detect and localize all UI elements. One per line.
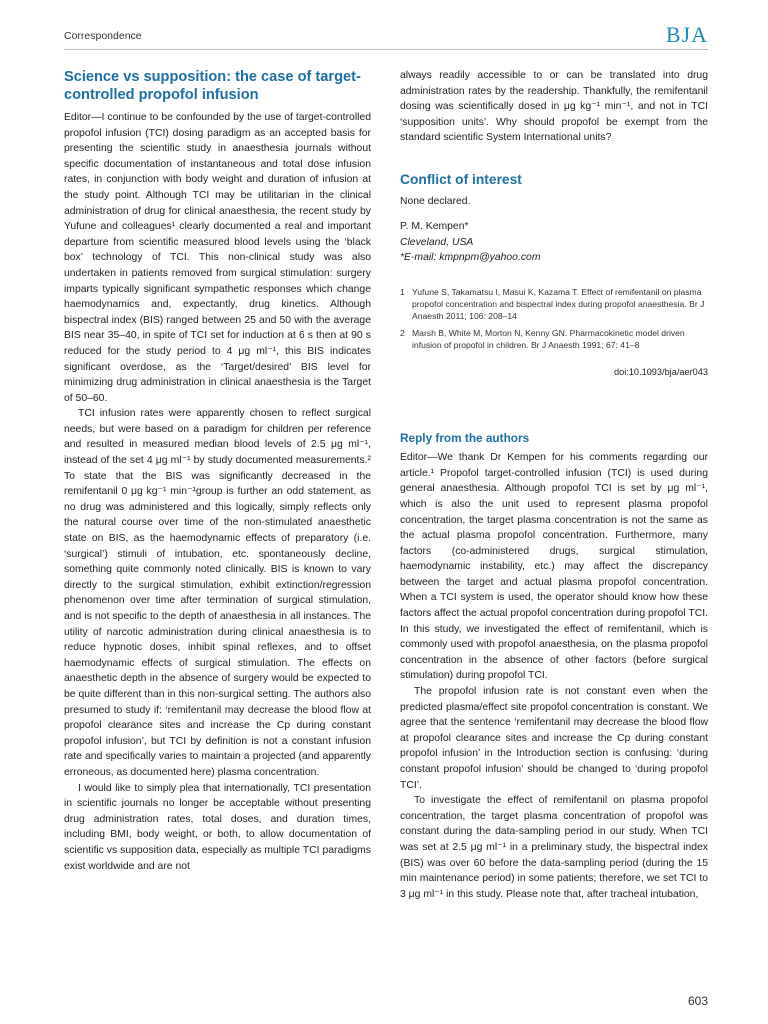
reference-item (400, 327, 708, 351)
page-number: 603 (687, 994, 708, 1008)
reference-text: Marsh B, White M, Morton N, Kenny GN. Pharmacokinetic model driven infusion of propofol in children. Br J Anaesth 1991; 67: 41–8 (412, 327, 685, 350)
header-rule (64, 49, 708, 50)
reply-paragraph: The propofol infusion rate is not constant even when the predicted plasma/effect site propofol concentration is constant. We agree that the sentence ‘remifentanil may decrease the blood flow at propofol clearance sites and increase the Cp during constant propofol infusion’ in the Introduction section is confusing: ‘during constant propofol infusion’ should be changed to ‘during propofol TCI’. (400, 686, 708, 791)
reference-list (400, 286, 708, 351)
left-column (64, 68, 371, 874)
reply-heading: Reply from the authors (400, 430, 530, 445)
reply-paragraph: To investigate the effect of remifentanil on plasma propofol concentration, the target plasma concentration of propofol was constant during the data-sampling period in our study. When TCI was set at 2.5 μg ml⁻¹ in a preliminary study, the bispectral index (BIS) was over 60 before the data-sampling period (during the 15 min maintenance period) in some patients; therefore, we set TCI to 3 μg ml⁻¹ in this study. Please note that, after tracheal intubation, (400, 795, 708, 900)
author-location: Cleveland, USA (400, 236, 474, 248)
reference-number: 2 (400, 327, 405, 338)
journal-logo: BJA (665, 22, 708, 47)
letter-paragraph: Editor—I continue to be confounded by the use of target-controlled propofol infusion (TCI) dosing paradigm as an accepted basis for presenting the scientific study in anaesthesia journals without specific documentation of instantaneous and total dose infusion rates, in conjunction with body weight and duration of infusion at the study point. Although TCI may be utilitarian in the clinical administration of drug for clinical anaesthesia, the recent study by Yufune and colleagues¹ clearly documented a real and important departure from scientific measured blood levels using the ‘black box’ technology of TCI. This non-clinical study was also undertaken in patients removed from surgical stimulation: surgery imparts typically significant sympathetic responses which change haemodynamics and, expectantly, drug kinetics. Although bispectral index (BIS) ranged between 25 and 50 with the average BIS near 35–40, in spite of TCI set for induction at 6 s then at 90 s reduced for the study period to 4 μg ml⁻¹, this BIS indicates significant overdose, as the ‘Target/desired’ BIS level for minimizing drug administration in clinical anaesthesia is the Target of 50–60. (64, 112, 371, 404)
letter-title: Science vs supposition: the case of target-controlled propofol infusion (64, 69, 361, 103)
author-name: P. M. Kempen* (400, 221, 469, 233)
right-column (400, 68, 708, 902)
letter-paragraph-continued: I would like to simply plea that internationally, TCI presentation in scientific journals no longer be acceptable without presenting drug administration rates, total doses, and duration times, including BMI, body weight, or both, to allow documentation of scientific vs supposition data, especially as multiple TCI paradigms exist worldwide and are not (64, 782, 371, 872)
reference-text: Yufune S, Takamatsu I, Masui K, Kazama T. Effect of remifentanil on plasma propofol concentration and bispectral index during propofol anaesthesia. Br J Anaesth 2011; 106: 208–14 (412, 286, 705, 322)
doi-link[interactable]: doi:10.1093/bja/aer043 (614, 366, 708, 377)
reference-item (400, 286, 708, 323)
conflict-text: None declared. (400, 195, 471, 207)
reply-paragraph: Editor—We thank Dr Kempen for his comments regarding our article.¹ Propofol target-controlled infusion (TCI) is used during general anaesthesia. Although propofol TCI is set by μg ml⁻¹, which is also the unit used to represent plasma propofol concentration, the target plasma concentration is not the same as the actual plasma propofol concentration. Furthermore, many factors (co-administered drugs, surgical stimulation, haemodynamic instability, etc.) may affect the discrepancy between the target and actual plasma propofol concentration. When a TCI system is used, the operator should know how these factors affect the actual propofol concentration during propofol TCI. In this study, we investigated the effect of remifentanil, which is commonly used with propofol anaesthesia, on the plasma propofol concentration in the absence of other factors (before surgical stimulation) during propofol TCI. (400, 452, 708, 682)
running-header-left: Correspondence (64, 30, 142, 42)
author-email[interactable]: *E-mail: kmpnpm@yahoo.com (400, 252, 541, 264)
letter-paragraph: TCI infusion rates were apparently chosen to reflect surgical needs, but were based on a paradigm for children per reference and resulted in measured median blood levels of 2.5 μg ml⁻¹, instead of the set 4 μg ml⁻¹ by study documented measurements.² To state that the BIS was significantly decreased in the remifentanil 0 μg kg⁻¹ min⁻¹group is further an odd statement, as no drug was administered and this logically, simply reflects only the natural course over time of the non-stimulated anaesthetic state on BIS, as the haemodynamic effects of preparatory (i.e. ‘surgical’) stimuli of intubation, etc. spontaneously decline, something quite commonly noted clinically. BIS is known to vary directly to the surgical stimulation, exhibit extinction/regression phenomenon over time after termination of surgical stimulation, and is not specific to the depth of anaesthesia in all instances. The utility of narcotic administration during clinical anaesthesia is to reduce hypnotic doses, inhibit spinal reflexes, and to offset haemodynamic effects of surgical stimulation. The effects on anaesthetic depth in the absence of surgery would be expected to be quite different than in this non-surgical setting. The authors also presumed to study if: ‘remifentanil may decrease the blood flow at propofol clearance sites and increase the Cp during constant propofol infusion’, but TCI by definition is not a constant infusion rate and specifically varies to maintain a projected (and apparently erroneous, as documented here) plasma concentration. (64, 408, 371, 778)
reference-number: 1 (400, 286, 405, 297)
conflict-heading: Conflict of interest (400, 171, 522, 187)
letter-paragraph-continuation: always readily accessible to or can be translated into drug administration rates by the readership. Thankfully, the remifentanil dosing was scientifically dosed in μg kg⁻¹ min⁻¹, and not in TCI ‘supposition units’. Why should propofol be exempt from the standard scientific System International units? (400, 70, 708, 144)
